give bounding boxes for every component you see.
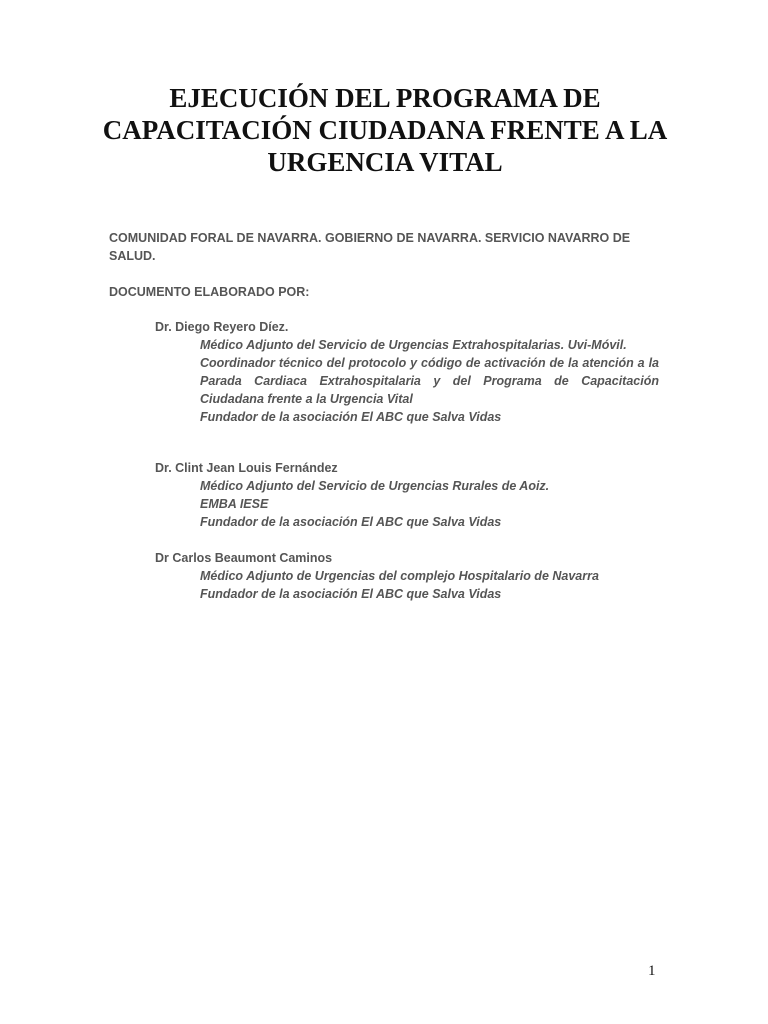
author-role: Fundador de la asociación El ABC que Salva Vidas [200,587,502,601]
author-role: Fundador de la asociación El ABC que Salva Vidas [200,410,502,424]
author-role: Coordinador técnico del protocolo y código de activación de la atención a la Parada Cardiaca Extrahospitalaria y del Programa de Capacitación Ciudadana frente a la Urgencia Vital [200,356,659,406]
title-line: EJECUCIÓN DEL PROGRAMA DE [169,83,601,113]
document-title [90,82,680,178]
author-role: EMBA IESE [200,497,269,511]
author-role: Médico Adjunto del Servicio de Urgencias Extrahospitalarias. Uvi-Móvil. [200,338,627,352]
organization-text: COMUNIDAD FORAL DE NAVARRA. GOBIERNO DE NAVARRA. SERVICIO NAVARRO DE SALUD. [109,231,631,263]
prepared-by-label: DOCUMENTO ELABORADO POR: [109,285,310,299]
author-role: Médico Adjunto del Servicio de Urgencias Rurales de Aoiz. [200,479,550,493]
author-role: Fundador de la asociación El ABC que Salva Vidas [200,515,502,529]
author-block [155,459,659,531]
page-number: 1 [648,963,656,979]
author-name: Dr Carlos Beaumont Caminos [155,551,333,565]
author-block [155,318,659,426]
title-line: CAPACITACIÓN CIUDADANA FRENTE A LA [102,115,668,145]
author-role: Médico Adjunto de Urgencias del complejo Hospitalario de Navarra [200,569,599,583]
author-name: Dr. Diego Reyero Díez. [155,320,289,334]
author-block [155,549,659,603]
title-line: URGENCIA VITAL [267,147,503,177]
author-name: Dr. Clint Jean Louis Fernández [155,461,338,475]
